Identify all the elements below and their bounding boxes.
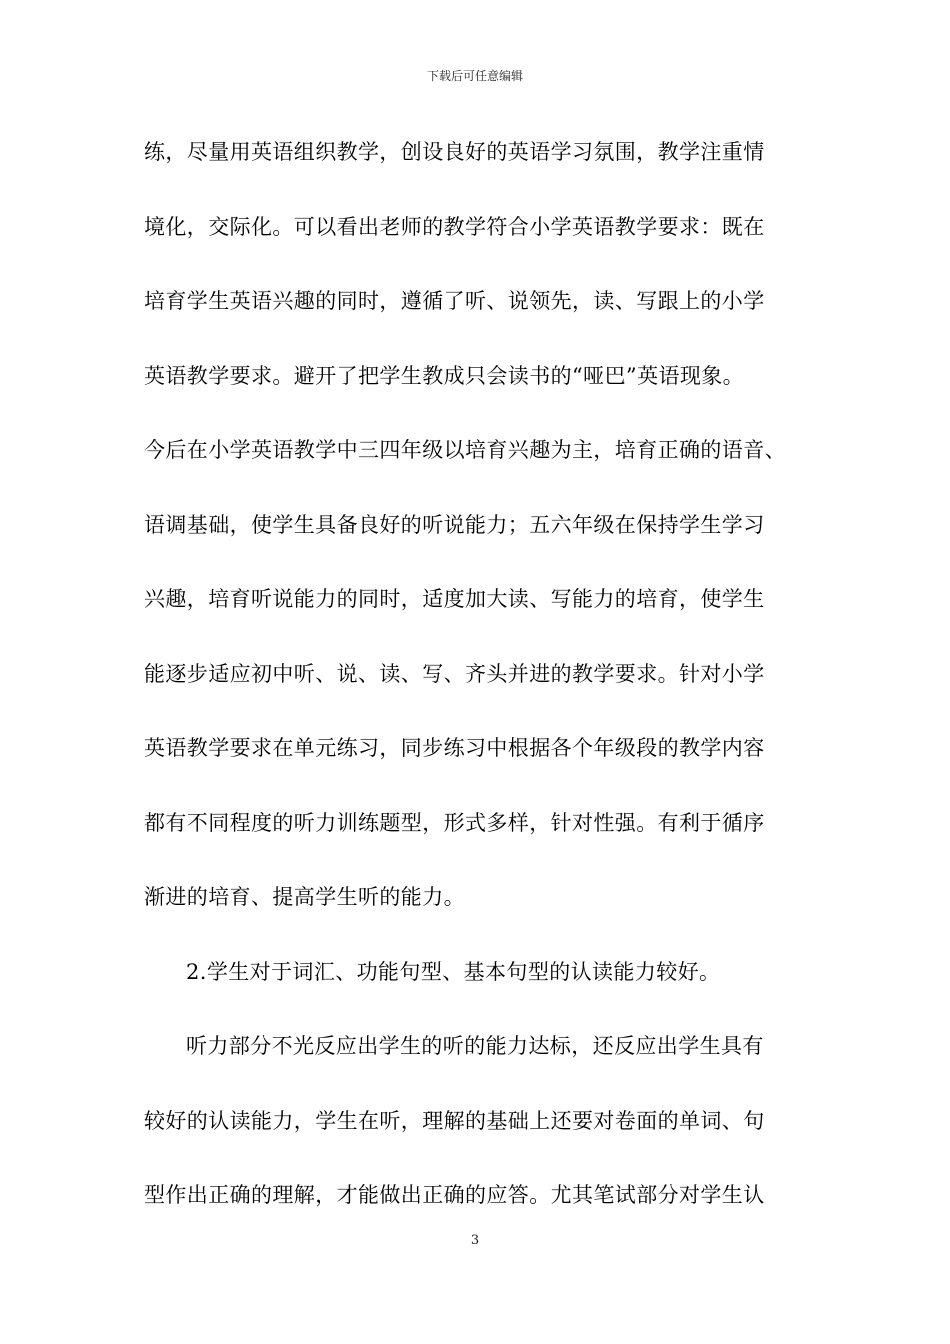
text-line: 渐进的培育、提高学生听的能力。 bbox=[144, 885, 465, 909]
text-line: 语调基础，使学生具备良好的听说能力；五六年级在保持学生学习 bbox=[144, 512, 765, 537]
section-heading: 2.学生对于词汇、功能句型、基本句型的认读能力较好。 bbox=[186, 959, 721, 984]
text-line: 都有不同程度的听力训练题型，形式多样，针对性强。有利于循序 bbox=[144, 810, 765, 835]
text-line: 型作出正确的理解，才能做出正确的应答。尤其笔试部分对学生认 bbox=[144, 1183, 765, 1207]
text-line: 兴趣，培育听说能力的同时，适度加大读、写能力的培育，使学生 bbox=[144, 587, 765, 611]
text-line: 境化，交际化。可以看出老师的教学符合小学英语教学要求：既在 bbox=[144, 214, 765, 239]
text-line: 今后在小学英语教学中三四年级以培育兴趣为主，培育正确的语音、 bbox=[144, 438, 786, 462]
body-text bbox=[144, 128, 824, 1246]
text-line: 英语教学要求在单元练习，同步练习中根据各个年级段的教学内容 bbox=[144, 736, 765, 760]
text-line: 较好的认读能力，学生在听，理解的基础上还要对卷面的单词、句 bbox=[144, 1108, 765, 1133]
text-line: 培育学生英语兴趣的同时，遵循了听、说领先，读、写跟上的小学 bbox=[144, 289, 765, 313]
page-header: 下载后可任意编辑 bbox=[426, 69, 523, 83]
text-line: 练，尽量用英语组织教学，创设良好的英语学习氛围，教学注重情 bbox=[144, 140, 765, 164]
page-number: 3 bbox=[470, 1233, 480, 1248]
text-line: 英语教学要求。避开了把学生教成只会读书的“哑巴”英语现象。 bbox=[144, 363, 745, 388]
text-line: 能逐步适应初中听、说、读、写、齐头并进的教学要求。针对小学 bbox=[144, 661, 765, 686]
text-line: 听力部分不光反应出学生的听的能力达标，还反应出学生具有 bbox=[186, 1034, 764, 1058]
